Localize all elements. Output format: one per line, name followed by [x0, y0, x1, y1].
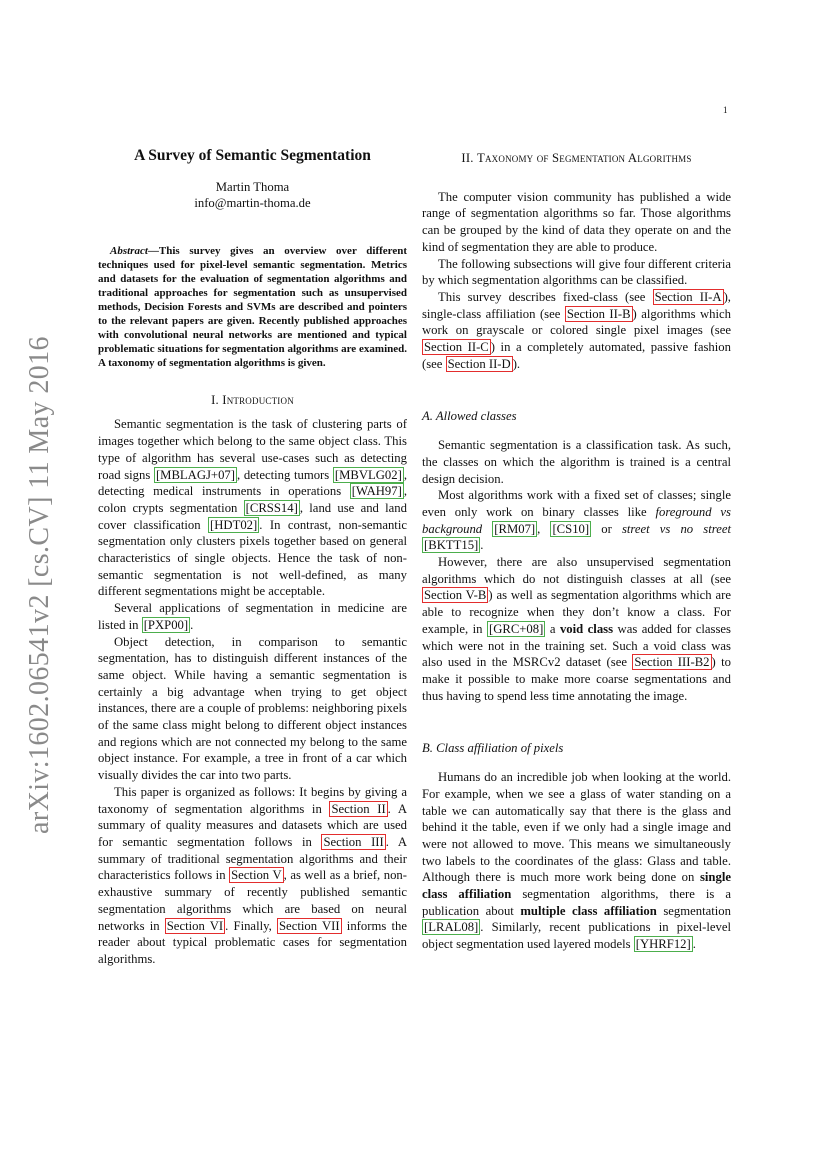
- author-name: Martin Thoma: [215, 179, 290, 194]
- section-heading-taxonomy: [422, 150, 731, 167]
- citation-link[interactable]: [MBVLG02]: [334, 467, 402, 482]
- abstract-label: Abstract: [110, 244, 148, 257]
- taxonomy-paragraph-1: The computer vision community has published a wide range of segmentation algorithms so far. Those algorithms can be grouped by the kind of data they operate on and the kind of segmentation they are able to produce.: [422, 189, 731, 254]
- section-link[interactable]: Section II-A: [654, 289, 722, 304]
- subsection-heading-class-affiliation: B. Class affiliation of pixels: [422, 741, 564, 756]
- allowed-classes-paragraph-2: Most algorithms work with a fixed set of classes; single even only work on binary classes like foreground vs background [RM07] , [CS10] or street vs no street [BKTT15] .: [422, 488, 731, 553]
- citation-link[interactable]: [YHRF12]: [635, 937, 691, 952]
- section-link[interactable]: Section V: [231, 868, 282, 883]
- right-column: [422, 146, 731, 953]
- page-number: 1: [723, 105, 728, 115]
- section-number: II.: [461, 151, 474, 165]
- allowed-classes-paragraph-1: Semantic segmentation is a classification task. As such, the classes on which the algorithm is trained is a central design decision.: [422, 438, 731, 486]
- citation-link[interactable]: [WAH97]: [351, 484, 402, 499]
- section-link[interactable]: Section VII: [279, 918, 340, 933]
- section-link[interactable]: Section III: [323, 834, 384, 849]
- taxonomy-paragraph-2: The following subsections will give four different criteria by which segmentation algorithms can be classified.: [422, 256, 731, 288]
- taxonomy-paragraph-3: This survey describes fixed-class (see Section II-A ), single-class affiliation (see Section II-B ) algorithms which work on grayscale or colored single pixel images (see Section II-C ) in a completely automated, passive fashion (see Section II-D ).: [422, 289, 731, 371]
- citation-link[interactable]: [MBLAGJ+07]: [155, 467, 235, 482]
- allowed-classes-paragraph-3: However, there are also unsupervised segmentation algorithms which do not distinguish classes at all (see Section V-B ) as well as segmentation algorithms which are able to recognize when they don’t know a class. For example, in [GRC+08] a void class was added for classes which were not in the training set. Such a void class was also used in the MSRCv2 dataset (see Section III-B2 ) to make it possible to make more coarse segmentations and thus having to spend less time annotating the image.: [422, 555, 731, 703]
- abstract: [98, 244, 407, 370]
- class-affiliation-paragraph-1: Humans do an incredible job when looking at the world. For example, when we see a glass of water standing on a table we can automatically say that there is the glass and behind it the table, even if we only had a single image and were not allowed to move. This means we simultaneously two labels to the coordinates of the glass: Glass and table. Although there is much more work being done on single class affiliation segmentation algorithms, there is a publication about multiple class affiliation segmentation [LRAL08] . Similarly, recent publications in pixel-level object segmentation used layered models [YHRF12] .: [422, 770, 731, 952]
- section-link[interactable]: Section II: [331, 801, 386, 816]
- citation-link[interactable]: [GRC+08]: [488, 621, 544, 636]
- citation-link[interactable]: [LRAL08]: [424, 920, 479, 935]
- author-block: [98, 179, 407, 212]
- subsection-heading-allowed-classes: A. Allowed classes: [422, 409, 517, 424]
- citation-link[interactable]: [PXP00]: [143, 617, 189, 632]
- section-title: Introduction: [222, 392, 294, 407]
- section-link[interactable]: Section II-C: [424, 340, 489, 355]
- citation-link[interactable]: [RM07]: [494, 521, 536, 536]
- author-email: info@martin-thoma.de: [194, 196, 311, 211]
- section-number: I.: [211, 392, 219, 407]
- section-title: Taxonomy of Segmentation Algorithms: [477, 151, 692, 165]
- citation-link[interactable]: [CRSS14]: [245, 500, 298, 515]
- paper-title: A Survey of Semantic Segmentation: [134, 147, 371, 164]
- intro-paragraph-1: Semantic segmentation is the task of clustering parts of images together which belong to the same object class. This type of algorithm has several use-cases such as detecting road signs [MBLAGJ+07] , detecting tumors [MBVLG02] , detecting medical instruments in operations [WAH97] , colon crypts segmentation [CRSS14] , land use and land cover classification [HDT02] . In contrast, non-semantic segmentation only clusters pixels together based on general characteristics of single objects. Hence the task of non-semantic segmentation is not well-defined, as many different segmentations might be acceptable.: [98, 417, 407, 599]
- section-link[interactable]: Section II-B: [566, 306, 631, 321]
- citation-link[interactable]: [HDT02]: [210, 517, 258, 532]
- abstract-text: —This survey gives an overview over different techniques used for pixel-level semantic segmentation. Metrics and datasets for the evaluation of segmentation algorithms and traditional approaches for segmentation such as unsupervised methods, Decision Forests and SVMs are described and pointers to the relevant papers are given. Recently published approaches with convolutional neural networks are mentioned and typical problematic situations for segmentation algorithms are examined. A taxonomy of segmentation algorithms is given.: [98, 244, 407, 369]
- section-link[interactable]: Section II-D: [447, 356, 511, 371]
- citation-link[interactable]: [BKTT15]: [424, 538, 479, 553]
- left-column: [98, 146, 407, 968]
- intro-paragraph-4: This paper is organized as follows: It begins by giving a taxonomy of segmentation algorithms in Section II . A summary of quality measures and datasets which are used for semantic segmentation follows in Section III . A summary of traditional segmentation algorithms and their characteristics follows in Section V , as well as a brief, non-exhaustive summary of recently published semantic segmentation algorithms which are based on neural networks in Section VI . Finally, Section VII informs the reader about typical problematic cases for segmentation algorithms.: [98, 784, 407, 966]
- intro-paragraph-2: Several applications of segmentation in medicine are listed in [PXP00] .: [98, 601, 407, 632]
- citation-link[interactable]: [CS10]: [552, 521, 590, 536]
- arxiv-identifier-text: arXiv:1602.06541v2 [cs.CV] 11 May 2016: [24, 336, 55, 834]
- section-link[interactable]: Section VI: [166, 918, 224, 933]
- intro-paragraph-3: Object detection, in comparison to semantic segmentation, has to distinguish different instances of the same object. While having a semantic segmentation is certainly a big advantage when trying to get object instances, there are a couple of problems: neighboring pixels of the same class might belong to different object instances and regions which are not connected my belong to the same object instance. For example, a tree in front of a car which visually divides the car into two parts.: [98, 634, 407, 783]
- section-heading-introduction: [98, 392, 407, 409]
- section-link[interactable]: Section III-B2: [634, 655, 710, 670]
- section-link[interactable]: Section V-B: [424, 588, 487, 603]
